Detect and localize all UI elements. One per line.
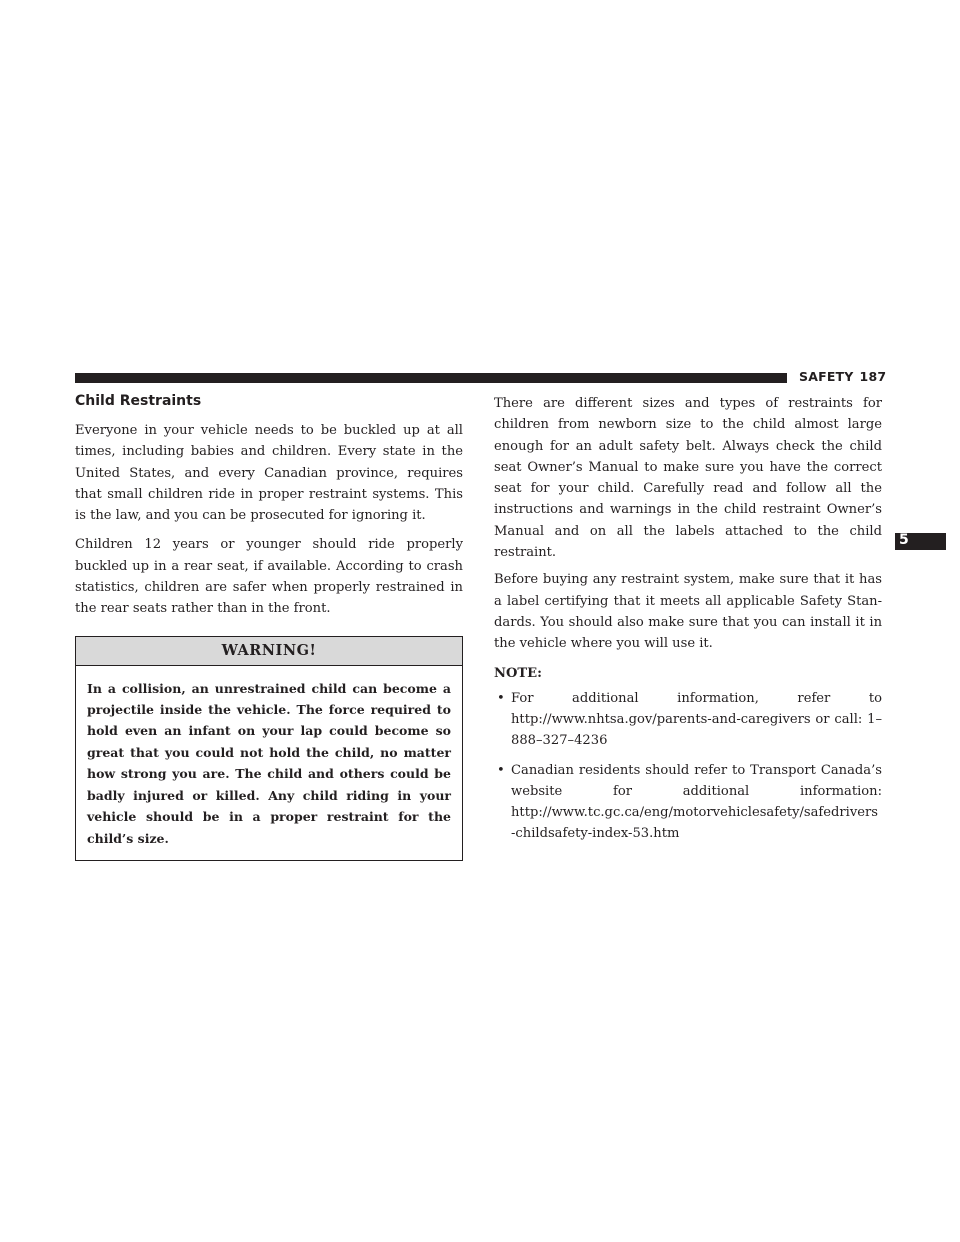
- list-item: [494, 688, 882, 751]
- right-column: [494, 393, 882, 853]
- warning-title: WARNING!: [76, 637, 462, 666]
- left-column: [75, 393, 463, 861]
- page-number: 187: [859, 369, 887, 384]
- note-nhtsa: For additional information, refer to http://www.nhtsa.gov/parents-and-caregivers or call: 1–888–327–4236: [511, 690, 882, 748]
- paragraph-buying-restraint: Before buying any restraint system, make sure that it has a label certifying that it meets all applicable Safety Stan-dards. You should also make sure that you can install it in the vehicle where you will use it.: [494, 572, 882, 652]
- warning-box: [75, 636, 463, 861]
- section-heading: Child Restraints: [75, 393, 202, 409]
- section-label: SAFETY: [799, 369, 854, 384]
- list-item: [494, 760, 882, 844]
- paragraph-restraint-types: There are different sizes and types of restraints for children from newborn size to the child almost large enough for an adult safety belt. Always check the child seat Owner’s Manual to make sure you have the correct seat for your child. Carefully read and follow all the instructions and warnings in the child restraint Owner’s Manual and on all the labels attached to the child restraint.: [494, 396, 882, 561]
- note-list: [494, 688, 882, 844]
- header-rule: [75, 373, 787, 383]
- chapter-tab: [895, 533, 946, 550]
- note-transport-canada: Canadian residents should refer to Transport Canada’s website for additional information: http://www.tc.gc.ca/eng/motorvehiclesafety/safedrivers-childsafety-index-53.htm: [511, 762, 882, 841]
- bullet-icon: •: [497, 762, 505, 778]
- paragraph-buckle-everyone: Everyone in your vehicle needs to be buckled up at all times, including babies and children. Every state in the United States, and every Canadian province, requires that small children ride in proper restraint systems. This is the law, and you can be prosecuted for ignoring it.: [75, 423, 463, 524]
- note-label: NOTE:: [494, 665, 542, 681]
- running-header: [799, 369, 886, 384]
- paragraph-rear-seat: Children 12 years or younger should ride properly buckled up in a rear seat, if available. According to crash statistics, children are safer when properly restrained in the rear seats rather than in the front.: [75, 537, 463, 617]
- bullet-icon: •: [497, 690, 505, 706]
- chapter-number: 5: [899, 532, 909, 548]
- warning-text: In a collision, an unrestrained child can become a projectile inside the vehicle. The force required to hold even an infant on your lap could become so great that you could not hold the child, no matter how strong you are. The child and others could be badly injured or killed. Any child riding in your vehicle should be in a proper restraint for the child’s size.: [87, 680, 451, 846]
